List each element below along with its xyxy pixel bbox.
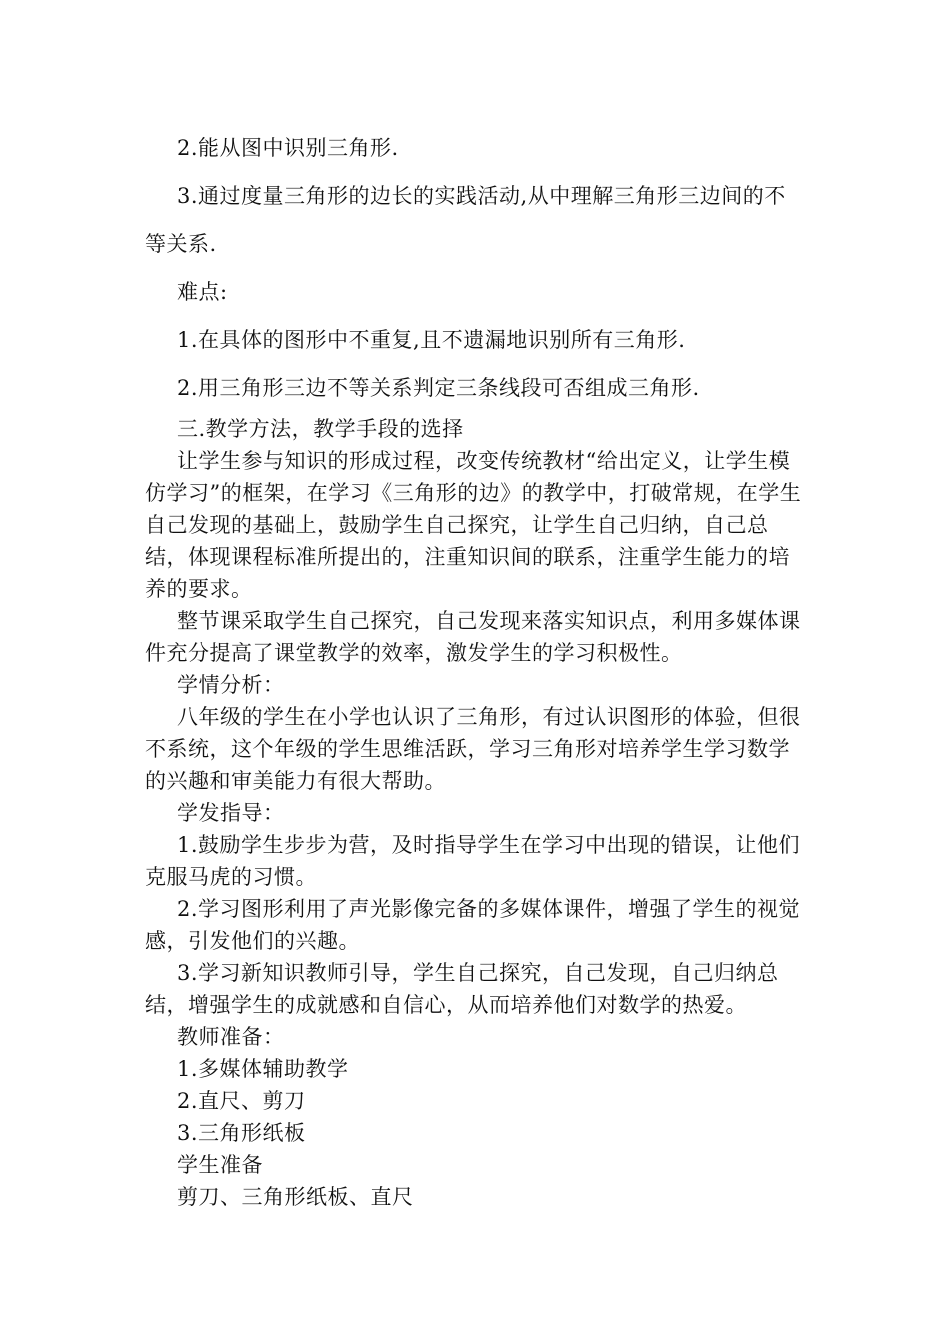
list-item-teacher-prep-1: 1.多媒体辅助教学 (177, 1057, 349, 1081)
paragraph-identify-triangles: 2.能从图中识别三角形. (177, 136, 399, 160)
paragraph-difficulty-2: 2.用三角形三边不等关系判定三条线段可否组成三角形. (177, 376, 700, 400)
paragraph-difficulty-1: 1.在具体的图形中不重复,且不遗漏地识别所有三角形. (177, 328, 686, 352)
paragraph-measure-sides: 3.通过度量三角形的边长的实践活动,从中理解三角形三边间的不等关系. (145, 184, 786, 256)
paragraph-whole-lesson: 整节课采取学生自己探究，自己发现来落实知识点，利用多媒体课件充分提高了课堂教学的效率，激发学生的学习积极性。 (145, 609, 801, 665)
heading-student-analysis: 学情分析： (177, 673, 285, 697)
paragraph-student-analysis: 八年级的学生在小学也认识了三角形，有过认识图形的体验，但很不系统，这个年级的学生思维活跃，学习三角形对培养学生学习数学的兴趣和审美能力有很大帮助。 (145, 705, 801, 793)
paragraph-student-prep: 剪刀、三角形纸板、直尺 (177, 1185, 414, 1209)
heading-teaching-methods: 三.教学方法，教学手段的选择 (177, 417, 464, 441)
paragraph-guidance-3: 3.学习新知识教师引导，学生自己探究，自己发现，自己归纳总结，增强学生的成就感和自信心，从而培养他们对数学的热爱。 (145, 961, 779, 1017)
paragraph-guidance-2: 2.学习图形利用了声光影像完备的多媒体课件，增强了学生的视觉感，引发他们的兴趣。 (145, 897, 801, 953)
heading-teacher-prep: 教师准备： (177, 1025, 285, 1049)
paragraph-methods-description: 让学生参与知识的形成过程，改变传统教材“给出定义，让学生模仿学习”的框架，在学习《三角形的边》的教学中，打破常规，在学生自己发现的基础上，鼓励学生自己探究，让学生自己归纳，自己总结，体现课程标准所提出的，注重知识间的联系，注重学生能力的培养的要求。 (145, 449, 802, 601)
heading-student-prep: 学生准备 (177, 1153, 263, 1177)
heading-difficulties: 难点: (177, 280, 228, 304)
key-points-section (145, 124, 805, 412)
paragraph-guidance-1: 1.鼓励学生步步为营，及时指导学生在学习中出现的错误，让他们克服马虎的习惯。 (145, 833, 801, 889)
list-item-teacher-prep-2: 2.直尺、剪刀 (177, 1089, 306, 1113)
list-item-teacher-prep-3: 3.三角形纸板 (177, 1121, 306, 1145)
heading-learning-guidance: 学发指导： (177, 801, 285, 825)
methods-section (145, 413, 805, 1213)
